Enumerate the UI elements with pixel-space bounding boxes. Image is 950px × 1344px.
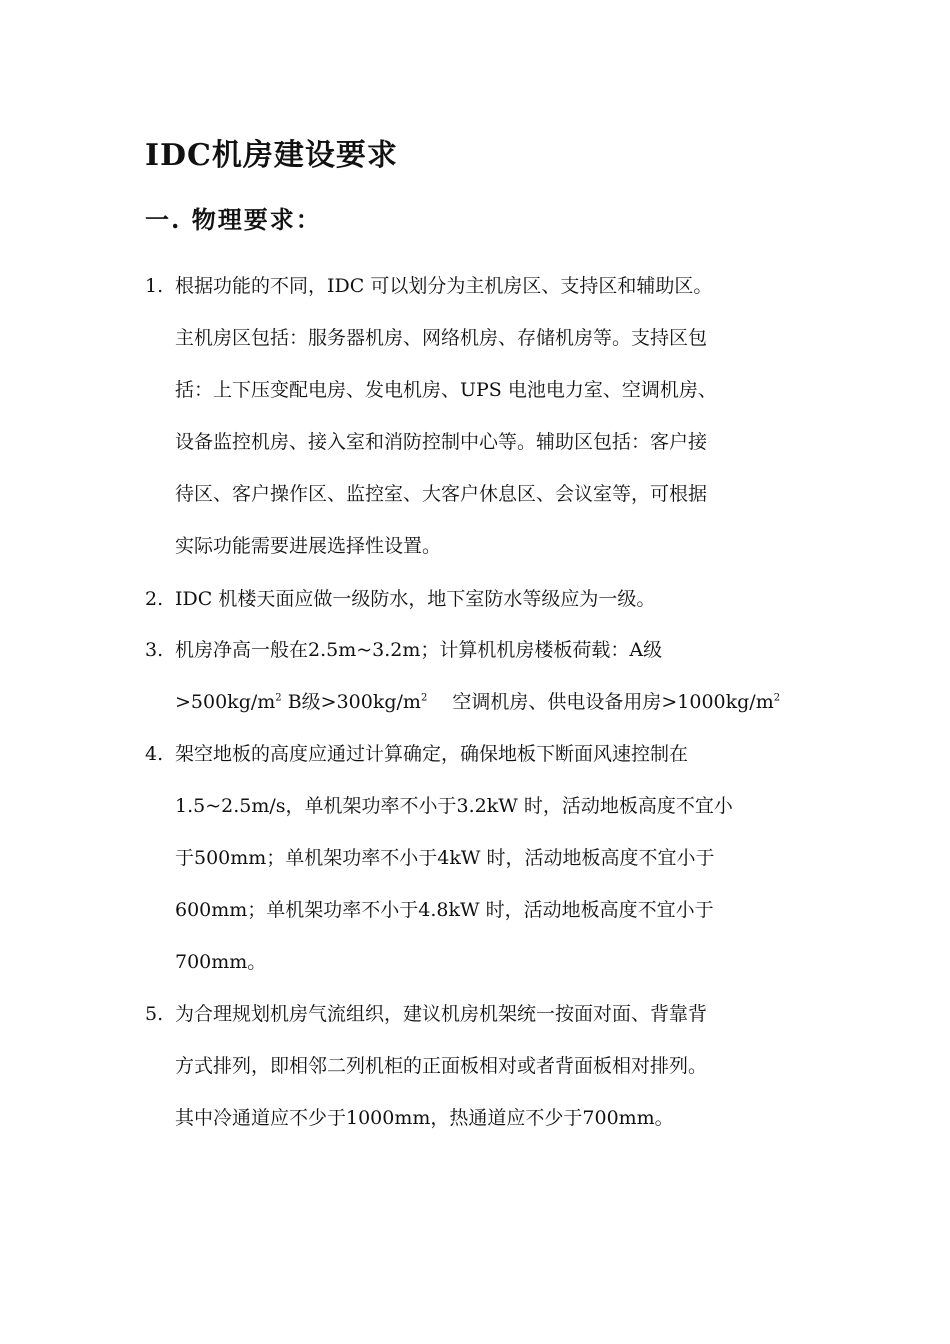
- page-title: IDC机房建设要求: [145, 138, 398, 173]
- item-text-line: 其中冷通道应不少于1000mm，热通道应不少于700mm。: [175, 1107, 674, 1129]
- load-text: 空调机房、供电设备用房>1000kg/m: [427, 691, 774, 713]
- item-text-line: 700mm。: [175, 951, 267, 973]
- item-text-line: 待区、客户操作区、监控室、大客户休息区、会议室等，可根据: [175, 483, 708, 505]
- item-number: 5.: [145, 1003, 164, 1025]
- item-number: 3.: [145, 639, 164, 661]
- item-text-line: 架空地板的高度应通过计算确定，确保地板下断面风速控制在: [175, 743, 689, 765]
- superscript: 2: [420, 692, 428, 704]
- section-heading: 一. 物理要求：: [145, 205, 322, 234]
- item-text-line: 600mm；单机架功率不小于4.8kW 时，活动地板高度不宜小于: [175, 899, 714, 921]
- superscript: 2: [773, 692, 781, 704]
- load-requirements-line: [175, 688, 780, 716]
- item-text-line: 1.5~2.5m/s，单机架功率不小于3.2kW 时，活动地板高度不宜小: [175, 795, 733, 817]
- load-text: >500kg/m: [175, 691, 276, 713]
- item-text-line: 机房净高一般在2.5m~3.2m；计算机机房楼板荷载：A级: [175, 639, 663, 661]
- item-text-line: 实际功能需要进展选择性设置。: [175, 535, 442, 557]
- item-text-line: 主机房区包括：服务器机房、网络机房、存储机房等。支持区包: [175, 327, 708, 349]
- item-text-line: 括：上下压变配电房、发电机房、UPS 电池电力室、空调机房、: [175, 379, 717, 401]
- item-text-line: 于500mm；单机架功率不小于4kW 时，活动地板高度不宜小于: [175, 847, 715, 869]
- load-text: B级>300kg/m: [281, 691, 421, 713]
- item-text-line: 方式排列，即相邻二列机柜的正面板相对或者背面板相对排列。: [175, 1055, 708, 1077]
- item-number: 1.: [145, 275, 164, 297]
- item-text-line: 设备监控机房、接入室和消防控制中心等。辅助区包括：客户接: [175, 431, 708, 453]
- item-number: 4.: [145, 743, 164, 765]
- item-text-line: IDC 机楼天面应做一级防水，地下室防水等级应为一级。: [175, 588, 656, 610]
- item-number: 2.: [145, 588, 164, 610]
- item-text-line: 为合理规划机房气流组织，建议机房机架统一按面对面、背靠背: [175, 1003, 708, 1025]
- item-text-line: 根据功能的不同，IDC 可以划分为主机房区、支持区和辅助区。: [175, 275, 713, 297]
- superscript: 2: [275, 692, 282, 704]
